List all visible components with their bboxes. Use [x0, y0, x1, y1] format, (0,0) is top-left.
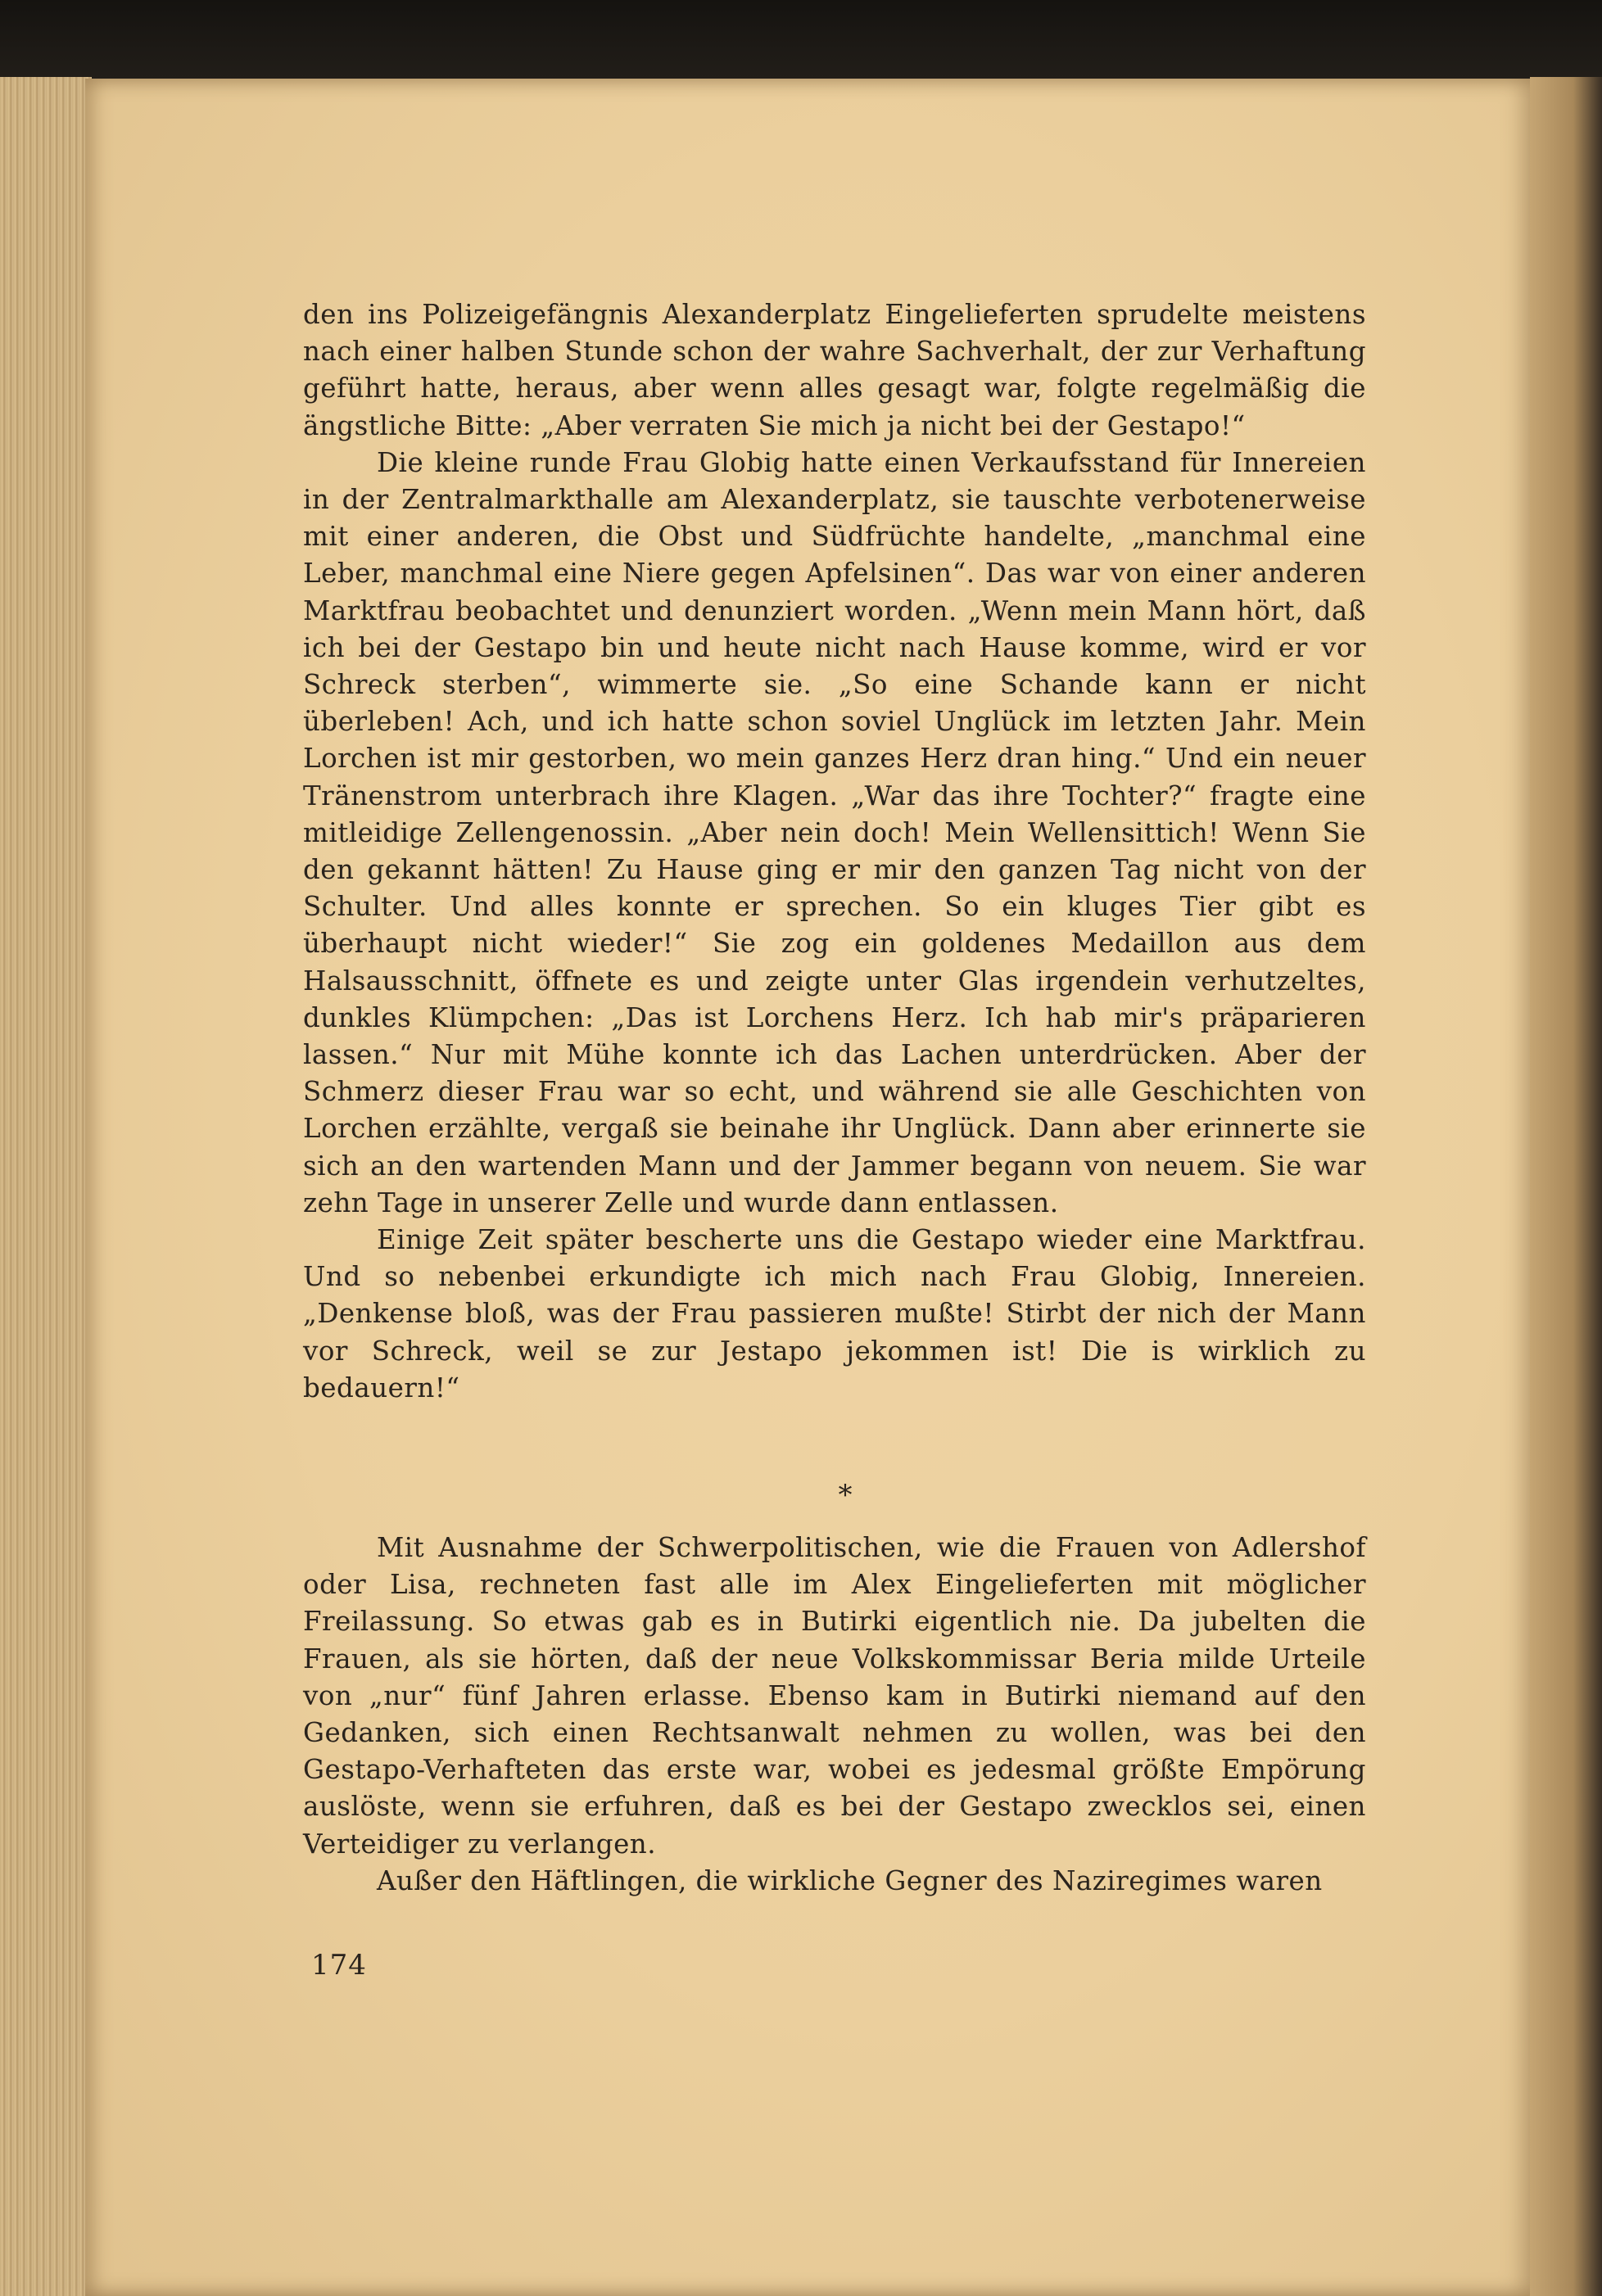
text-block-bottom [303, 1530, 1366, 1900]
text-block-top [303, 296, 1366, 1407]
page-edge-right [1530, 77, 1602, 2296]
page-stack-edges [0, 77, 92, 2296]
section-break-asterisk: * [838, 1479, 853, 1512]
paragraph-4: Mit Ausnahme der Schwerpolitischen, wie die Frauen von Adlershof oder Lisa, rechneten fast alle im Alex Eingelieferten mit möglicher Freilassung. So etwas gab es in Butirki eigentlich nie. Da jubelten die Frauen, als sie hörten, daß der neue Volkskommissar Beria milde Urteile von „nur“ fünf Jahren erlasse. Ebenso kam in Butirki niemand auf den Gedanken, sich einen Rechtsanwalt nehmen zu wollen, was bei den Gestapo-Verhafteten das erste war, wobei es jedesmal größte Empörung auslöste, wenn sie erfuhren, daß es bei der Gestapo zwecklos sei, einen Verteidiger zu verlangen. [303, 1532, 1366, 1860]
page-number: 174 [311, 1949, 367, 1982]
paragraph-5: Außer den Häftlingen, die wirkliche Gegner des Naziregimes waren [377, 1864, 1323, 1896]
paragraph-1: den ins Polizeigefängnis Alexanderplatz Eingelieferten sprudelte meistens nach einer halben Stunde schon der wahre Sachverhalt, der zur Verhaftung geführt hatte, heraus, aber wenn alles gesagt war, folgte regelmäßig die ängstliche Bitte: „Aber verraten Sie mich ja nicht bei der Gestapo!“ [303, 299, 1366, 441]
scan-background-top [0, 0, 1602, 80]
paragraph-3: Einige Zeit später bescherte uns die Gestapo wieder eine Marktfrau. Und so nebenbei erkundigte ich mich nach Frau Globig, Innereien. „Denkense bloß, was der Frau passieren mußte! Stirbt der nich der Mann vor Schreck, weil se zur Jestapo jekommen ist! Die is wirklich zu bedauern!“ [303, 1224, 1366, 1403]
paragraph-2: Die kleine runde Frau Globig hatte einen Verkaufsstand für Innereien in der Zentralmarkthalle am Alexanderplatz, sie tauschte verbotenerweise mit einer anderen, die Obst und Südfrüchte handelte, „manchmal eine Leber, manchmal eine Niere gegen Apfelsinen“. Das war von einer anderen Marktfrau beobachtet und denunziert worden. „Wenn mein Mann hört, daß ich bei der Gestapo bin und heute nicht nach Hause komme, wird er vor Schreck sterben“, wimmerte sie. „So eine Schande kann er nicht überleben! Ach, und ich hatte schon soviel Unglück im letzten Jahr. Mein Lorchen ist mir gestorben, wo mein ganzes Herz dran hing.“ Und ein neuer Tränenstrom unterbrach ihre Klagen. „War das ihre Tochter?“ fragte eine mitleidige Zellengenossin. „Aber nein doch! Mein Wellensittich! Wenn Sie den gekannt hätten! Zu Hause ging er mir den ganzen Tag nicht von der Schulter. Und alles konnte er sprechen. So ein kluges Tier gibt es überhaupt nicht wieder!“ Sie zog ein goldenes Medaillon aus dem Halsausschnitt, öffnete es und zeigte unter Glas irgendein verhutzeltes, dunkles Klümpchen: „Das ist Lorchens Herz. Ich hab mir's präparieren lassen.“ Nur mit Mühe konnte ich das Lachen unterdrücken. Aber der Schmerz dieser Frau war so echt, und während sie alle Geschichten von Lorchen erzählte, vergaß sie beinahe ihr Unglück. Dann aber erinnerte sie sich an den wartenden Mann und der Jammer begann von neuem. Sie war zehn Tage in unserer Zelle und wurde dann entlassen. [303, 446, 1366, 1218]
